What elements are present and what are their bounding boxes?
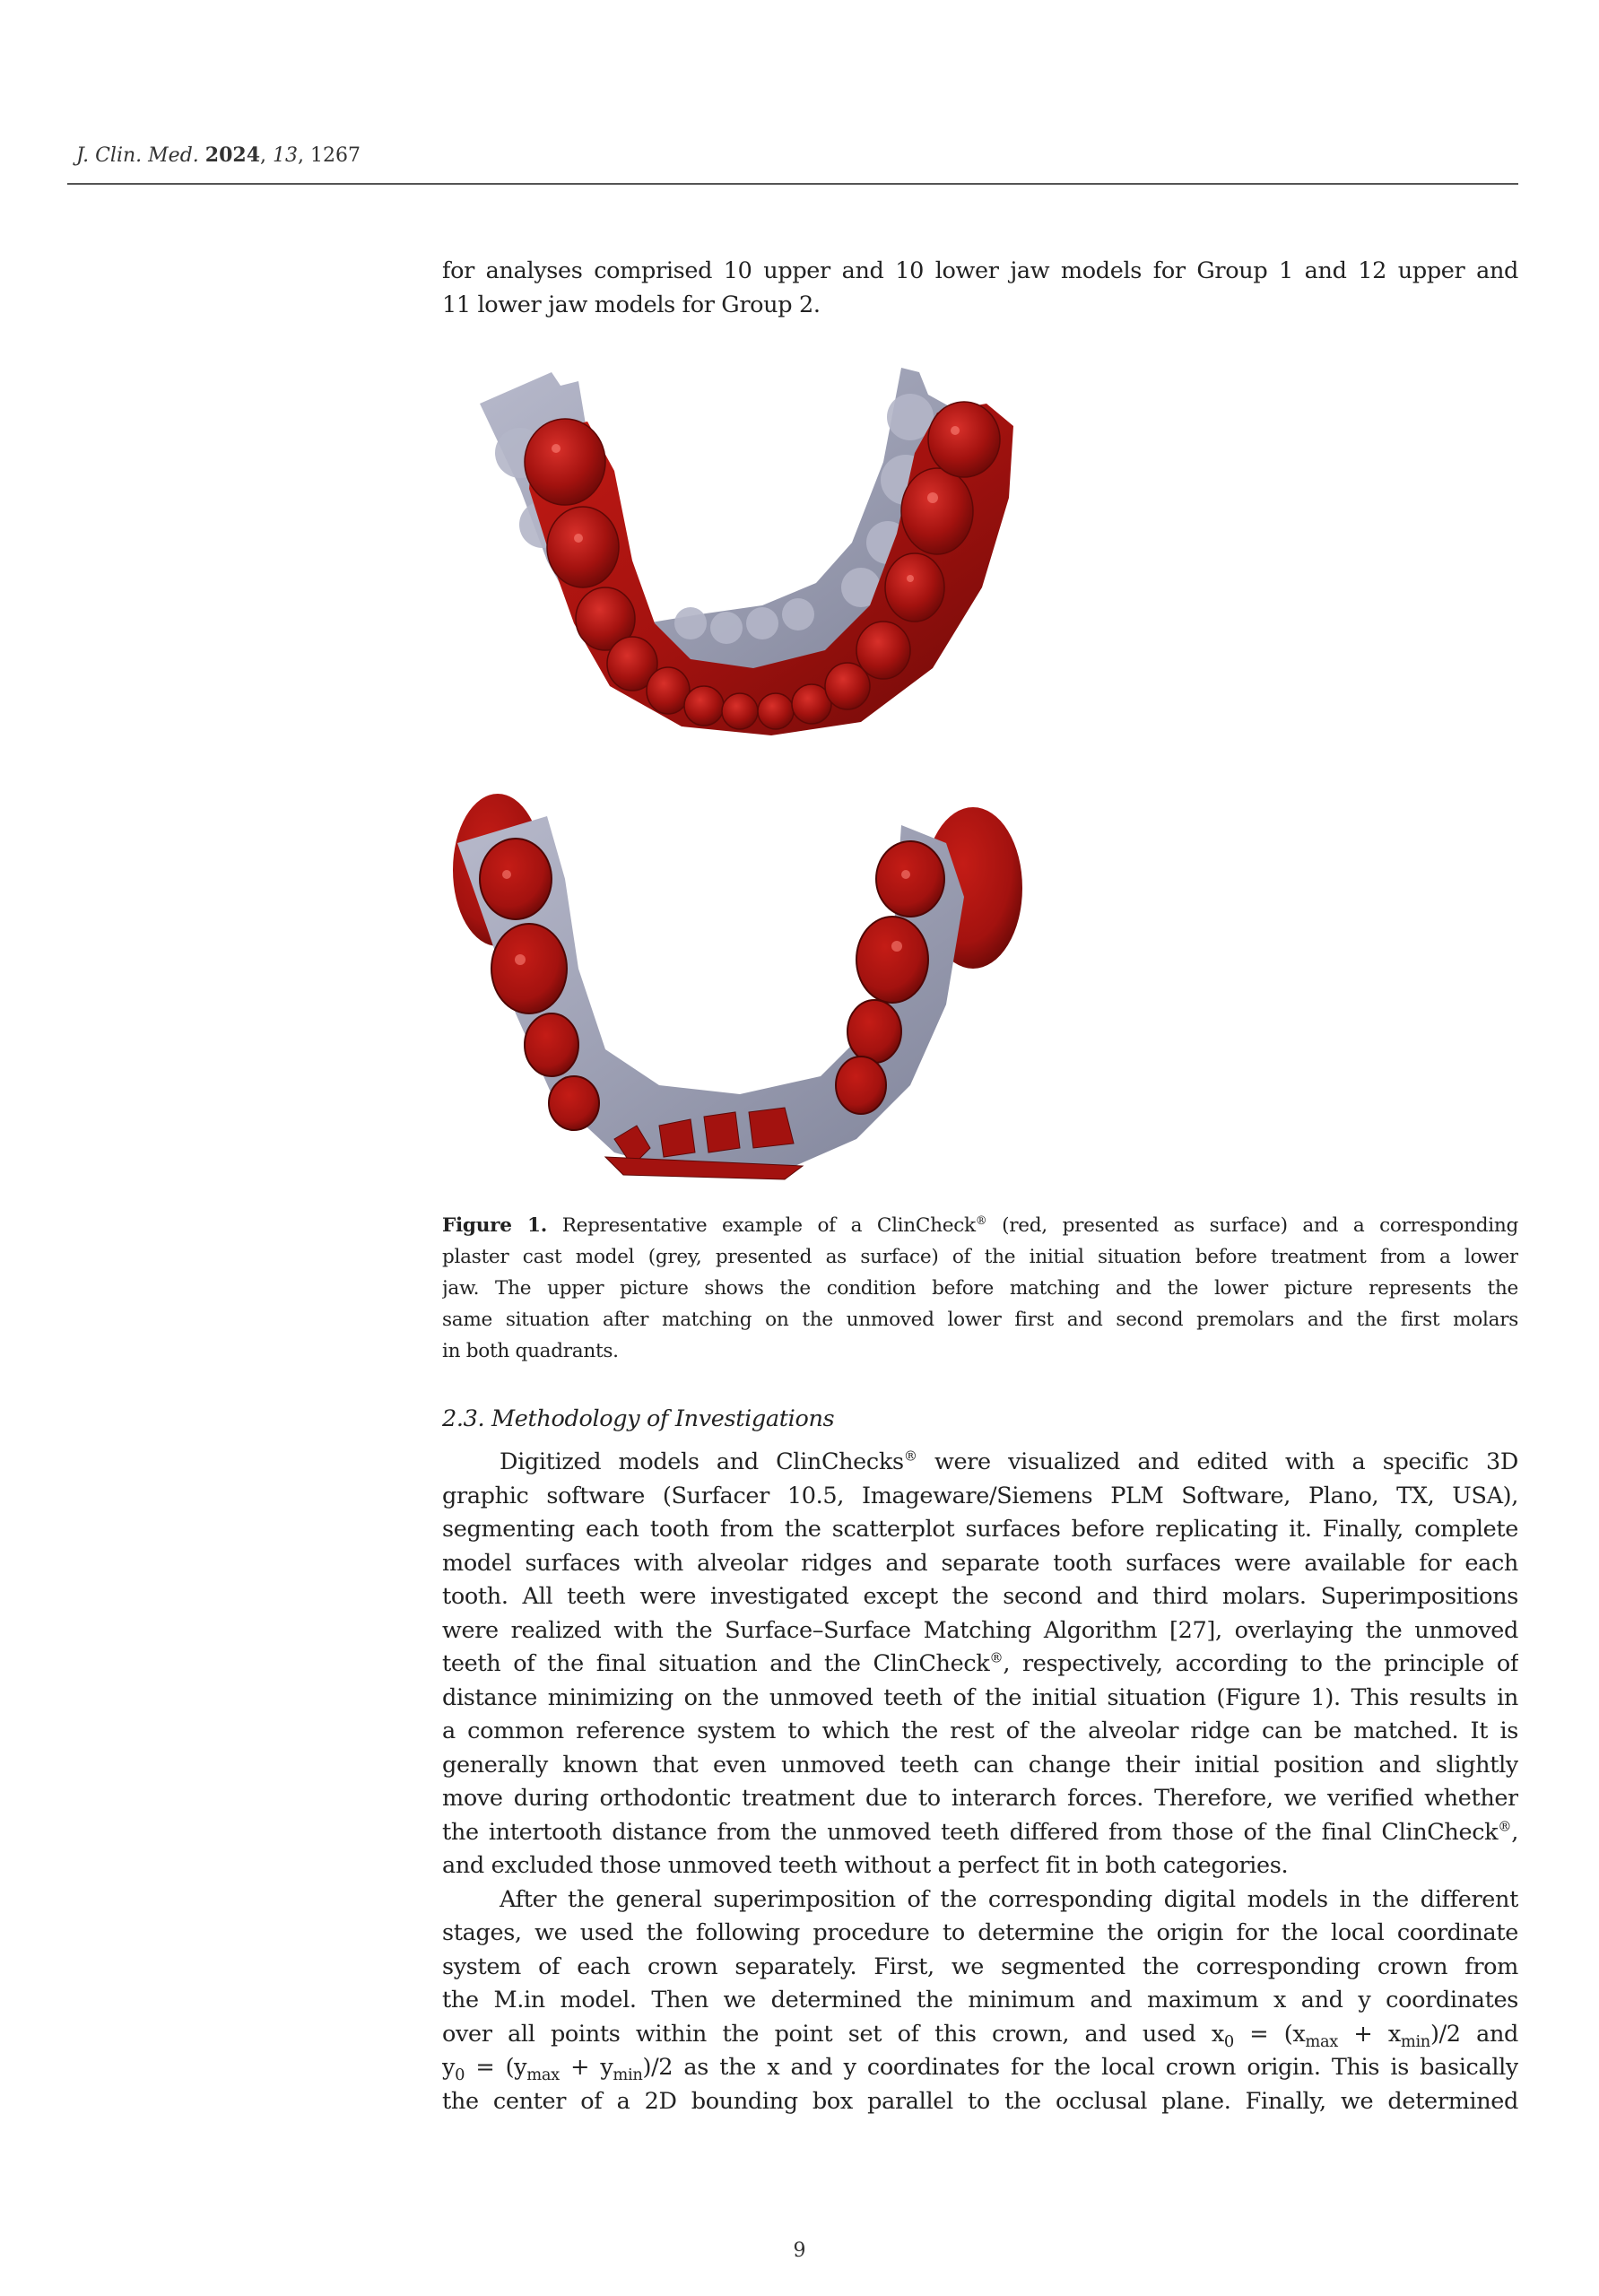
- journal-name: J. Clin. Med.: [76, 144, 199, 167]
- red-tooth: [480, 839, 552, 919]
- red-tooth: [847, 1000, 901, 1063]
- grey-tooth: [746, 607, 778, 639]
- red-tooth: [647, 667, 690, 714]
- text-line: model surfaces with alveolar ridges and separate tooth surfaces were available for each: [442, 1550, 1518, 1577]
- grey-tooth: [674, 607, 707, 639]
- grey-tooth: [710, 612, 743, 644]
- grey-tooth: [782, 598, 814, 631]
- red-tooth: [758, 693, 794, 729]
- text-line: a common reference system to which the rest of the alveolar ridge can be matched. It is: [442, 1718, 1518, 1744]
- text-line: 11 lower jaw models for Group 2.: [442, 291, 821, 318]
- red-tooth: [836, 1057, 886, 1114]
- caption-line: jaw. The upper picture shows the condition before matching and the lower picture represents the: [442, 1277, 1518, 1300]
- text-line: generally known that even unmoved teeth can change their initial position and slightly: [442, 1752, 1518, 1779]
- text-line: the intertooth distance from the unmoved teeth differed from those of the final ClinCheck®,: [442, 1819, 1518, 1846]
- text-line: Digitized models and ClinChecks® were visualized and edited with a specific 3D: [500, 1448, 1518, 1475]
- caption-line: plaster cast model (grey, presented as surface) of the initial situation before treatment from a lower: [442, 1246, 1518, 1268]
- red-tooth: [856, 622, 910, 679]
- text-line: the M.in model. Then we determined the minimum and maximum x and y coordinates: [442, 1987, 1518, 2013]
- journal-year: 2024: [204, 144, 261, 167]
- sep: ,: [298, 144, 311, 167]
- text-line: segmenting each tooth from the scatterplot surfaces before replicating it. Finally, complete: [442, 1516, 1518, 1543]
- red-tooth: [928, 402, 1000, 477]
- text-line: teeth of the final situation and the ClinCheck®, respectively, according to the principle of: [442, 1650, 1518, 1677]
- text-line: After the general superimposition of the corresponding digital models in the different: [500, 1886, 1518, 1913]
- red-tooth: [901, 468, 973, 554]
- caption-label: Figure 1.: [442, 1214, 547, 1237]
- text-line: graphic software (Surfacer 10.5, Imageware/Siemens PLM Software, Plano, TX, USA),: [442, 1483, 1518, 1509]
- red-tooth: [876, 841, 944, 917]
- figure-lower-after-matching: [444, 789, 1090, 1193]
- text-line: over all points within the point set of this crown, and used $x_0 = (x_{max} + x_{min})/2$ and: [442, 2021, 1518, 2049]
- text-line: the center of a 2D bounding box parallel to the occlusal plane. Finally, we determined: [442, 2088, 1518, 2115]
- sep: ,: [260, 144, 274, 167]
- red-tooth: [525, 419, 605, 505]
- journal-volume: 13: [273, 144, 299, 167]
- red-tooth: [491, 924, 567, 1013]
- red-tooth: [547, 507, 619, 587]
- page-number: 9: [793, 2239, 806, 2262]
- text-line: move during orthodontic treatment due to interarch forces. Therefore, we verified whether: [442, 1785, 1518, 1812]
- section-heading: 2.3. Methodology of Investigations: [442, 1405, 835, 1432]
- red-tooth: [856, 917, 928, 1003]
- red-fragment: [704, 1112, 740, 1152]
- red-tooth: [684, 686, 724, 726]
- running-header: [76, 144, 361, 167]
- text-line: for analyses comprised 10 upper and 10 lower jaw models for Group 1 and 12 upper and: [442, 257, 1518, 284]
- red-tooth: [549, 1076, 599, 1130]
- figure-upper-before-matching: [466, 354, 1094, 749]
- text-line: $y_0 = (y_{max} + y_{min})/2$ as the x and y coordinates for the local crown origin. This is basically: [442, 2054, 1518, 2083]
- caption-line: Figure 1. Representative example of a ClinCheck® (red, presented as surface) and a corresponding: [442, 1213, 1518, 1237]
- red-tooth: [722, 693, 758, 729]
- text-line: stages, we used the following procedure to determine the origin for the local coordinate: [442, 1919, 1518, 1946]
- red-fragment: [659, 1119, 695, 1157]
- text-line: tooth. All teeth were investigated except the second and third molars. Superimpositions: [442, 1583, 1518, 1610]
- text-line: system of each crown separately. First, we segmented the corresponding crown from: [442, 1953, 1518, 1980]
- header-rule: [67, 183, 1518, 185]
- caption-line: in both quadrants.: [442, 1340, 619, 1362]
- red-tooth: [885, 553, 944, 622]
- red-tooth: [525, 1013, 578, 1076]
- text-line: distance minimizing on the unmoved teeth of the initial situation (Figure 1). This results in: [442, 1684, 1518, 1711]
- text-line: were realized with the Surface–Surface Matching Algorithm [27], overlaying the unmoved: [442, 1617, 1518, 1644]
- caption-line: same situation after matching on the unmoved lower first and second premolars and the first molars: [442, 1309, 1518, 1331]
- article-number: 1267: [310, 144, 361, 167]
- text-line: and excluded those unmoved teeth without a perfect fit in both categories.: [442, 1852, 1289, 1879]
